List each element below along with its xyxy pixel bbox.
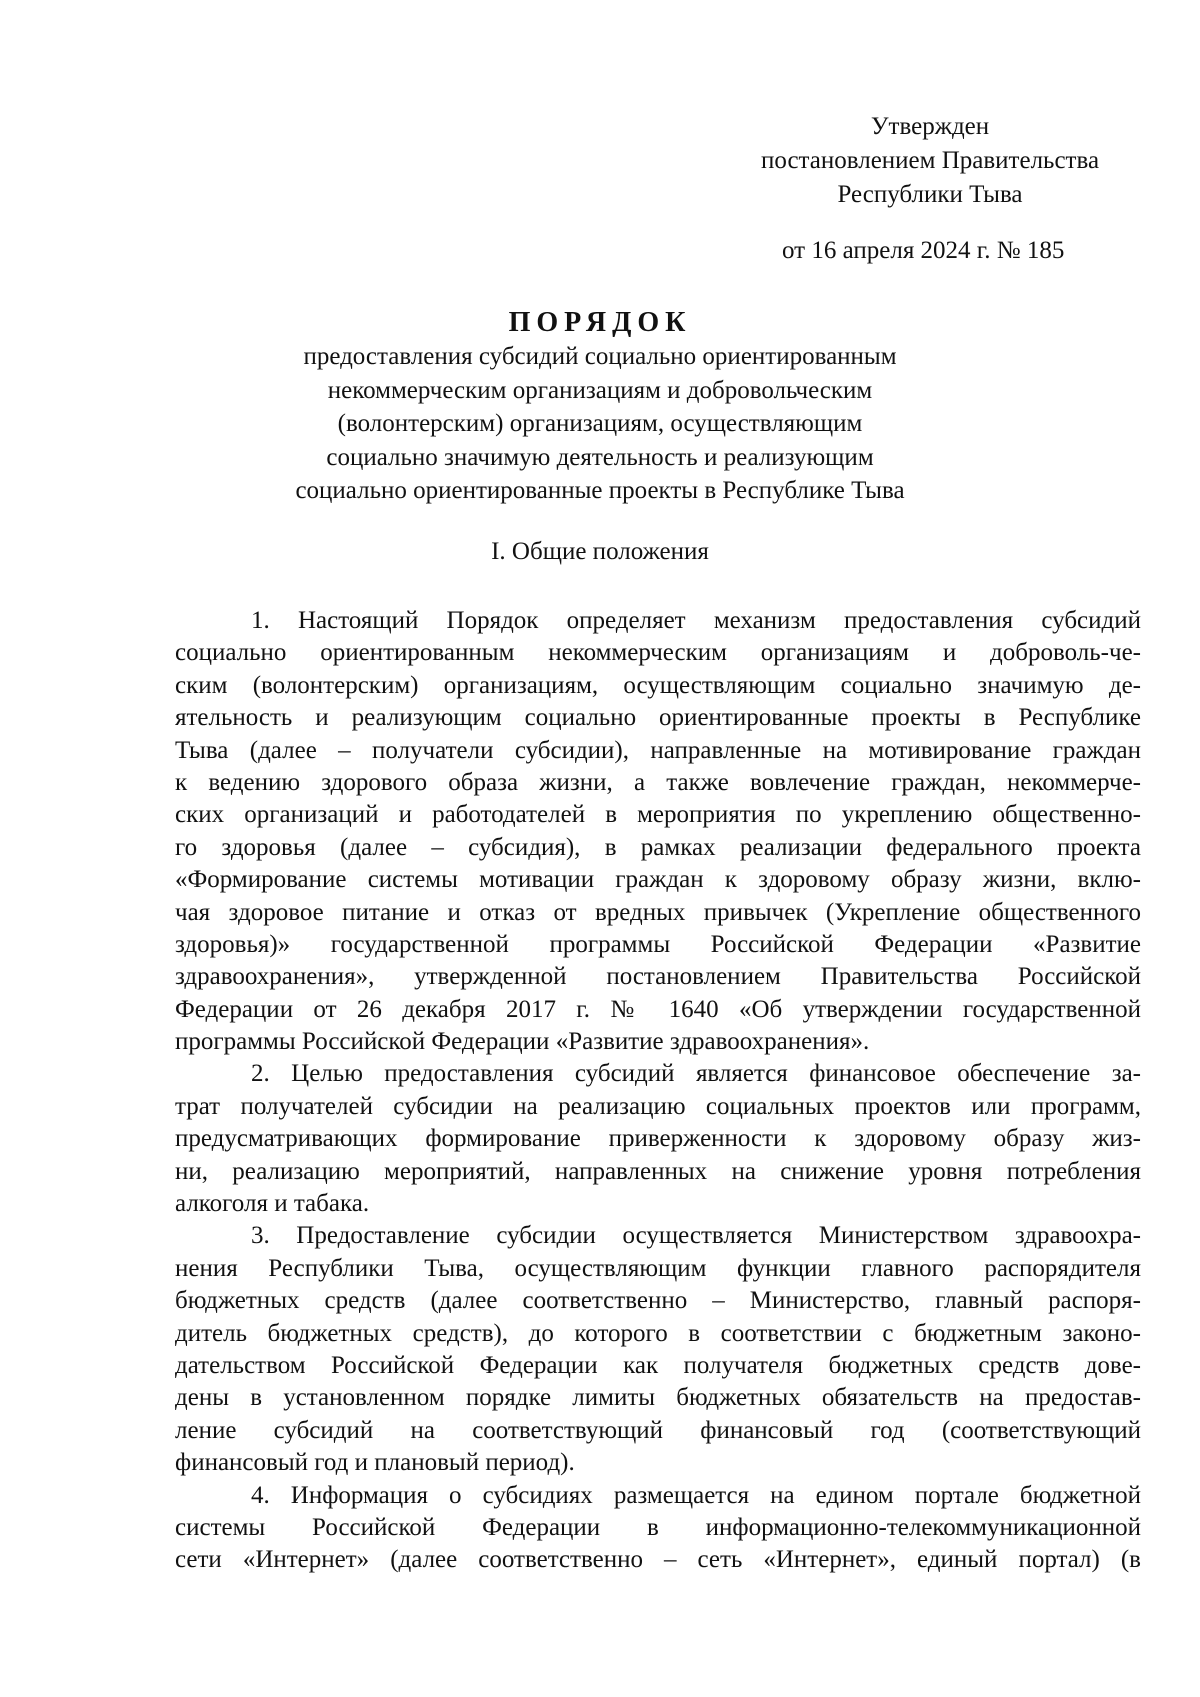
paragraph-line: трат получателей субсидии на реализацию социальных проектов или программ, — [175, 1092, 1141, 1120]
paragraph-line: ятельность и реализующим социально ориентированные проекты в Республике — [175, 704, 1141, 732]
paragraph-line: алкоголя и табака. — [175, 1190, 370, 1218]
paragraph-line: бюджетных средств (далее соответственно – Министерство, главный распоря- — [175, 1287, 1141, 1315]
paragraph-line: здравоохранения», утвержденной постановлением Правительства Российской — [175, 963, 1141, 991]
paragraph-line: Тыва (далее – получатели субсидии), направленные на мотивирование граждан — [175, 736, 1141, 764]
paragraph-line: чая здоровое питание и отказ от вредных привычек (Укрепление общественного — [175, 898, 1141, 926]
approval-line-1: Утвержден — [870, 113, 990, 140]
paragraph-line: Федерации от 26 декабря 2017 г. № 1640 «Об утверждении государственной — [175, 995, 1141, 1023]
paragraph-line: 2. Целью предоставления субсидий является финансовое обеспечение за- — [251, 1060, 1141, 1088]
paragraph-line: программы Российской Федерации «Развитие здравоохранения». — [175, 1028, 870, 1056]
subtitle-line: предоставления субсидий социально ориентированным — [303, 343, 897, 370]
approval-line-3: Республики Тыва — [837, 181, 1023, 208]
paragraph-line: ни, реализацию мероприятий, направленных на снижение уровня потребления — [175, 1157, 1141, 1185]
document-title: ПОРЯДОК — [508, 307, 692, 338]
paragraph-line: предусматривающих формирование приверженности к здоровому образу жиз- — [175, 1125, 1141, 1153]
subtitle-line: (волонтерским) организациям, осуществляющим — [337, 410, 863, 437]
paragraph-line: ление субсидий на соответствующий финансовый год (соответствующий — [175, 1416, 1141, 1444]
document-subtitle — [150, 340, 1050, 508]
paragraph-line: сети «Интернет» (далее соответственно – сеть «Интернет», единый портал) (в — [175, 1546, 1141, 1574]
paragraph-line: го здоровья (далее – субсидия), в рамках реализации федерального проекта — [175, 833, 1141, 861]
paragraph-line: здоровья)» государственной программы Российской Федерации «Развитие — [175, 930, 1141, 958]
paragraph-line: нения Республики Тыва, осуществляющим функции главного распорядителя — [175, 1254, 1141, 1282]
paragraph-line: ским (волонтерским) организациям, осуществляющим социально значимую де- — [175, 671, 1141, 699]
section-heading: I. Общие положения — [491, 538, 709, 565]
subtitle-line: социально ориентированные проекты в Республике Тыва — [295, 477, 905, 504]
paragraph-line: системы Российской Федерации в информационно-телекоммуникационной — [175, 1513, 1141, 1541]
paragraph-line: социально ориентированным некоммерческим организациям и доброволь-че- — [175, 639, 1141, 667]
paragraph-line: «Формирование системы мотивации граждан к здоровому образу жизни, вклю- — [175, 866, 1141, 894]
paragraph-line: ских организаций и работодателей в мероприятия по укреплению общественно- — [175, 801, 1141, 829]
paragraph-line: 3. Предоставление субсидии осуществляется Министерством здравоохра- — [251, 1222, 1141, 1250]
document-body — [175, 605, 1141, 1577]
subtitle-line: некоммерческим организациям и добровольческим — [327, 376, 873, 404]
paragraph-line: 4. Информация о субсидиях размещается на едином портале бюджетной — [251, 1481, 1141, 1509]
paragraph-line: к ведению здорового образа жизни, а также вовлечение граждан, некоммерче- — [175, 768, 1141, 796]
approval-line-2: постановлением Правительства — [760, 147, 1100, 174]
subtitle-line: социально значимую деятельность и реализующим — [326, 443, 874, 471]
paragraph-line: 1. Настоящий Порядок определяет механизм предоставления субсидий — [251, 607, 1141, 634]
paragraph-line: дены в установленном порядке лимиты бюджетных обязательств на предостав- — [175, 1384, 1141, 1412]
paragraph-line: дательством Российской Федерации как получателя бюджетных средств дове- — [175, 1351, 1141, 1379]
approval-stamp — [720, 110, 1140, 212]
paragraph-line: финансовый год и плановый период). — [175, 1449, 575, 1477]
approval-date: от 16 апреля 2024 г. № 185 — [782, 237, 1065, 264]
paragraph-line: дитель бюджетных средств), до которого в соответствии с бюджетным законо- — [175, 1319, 1141, 1347]
